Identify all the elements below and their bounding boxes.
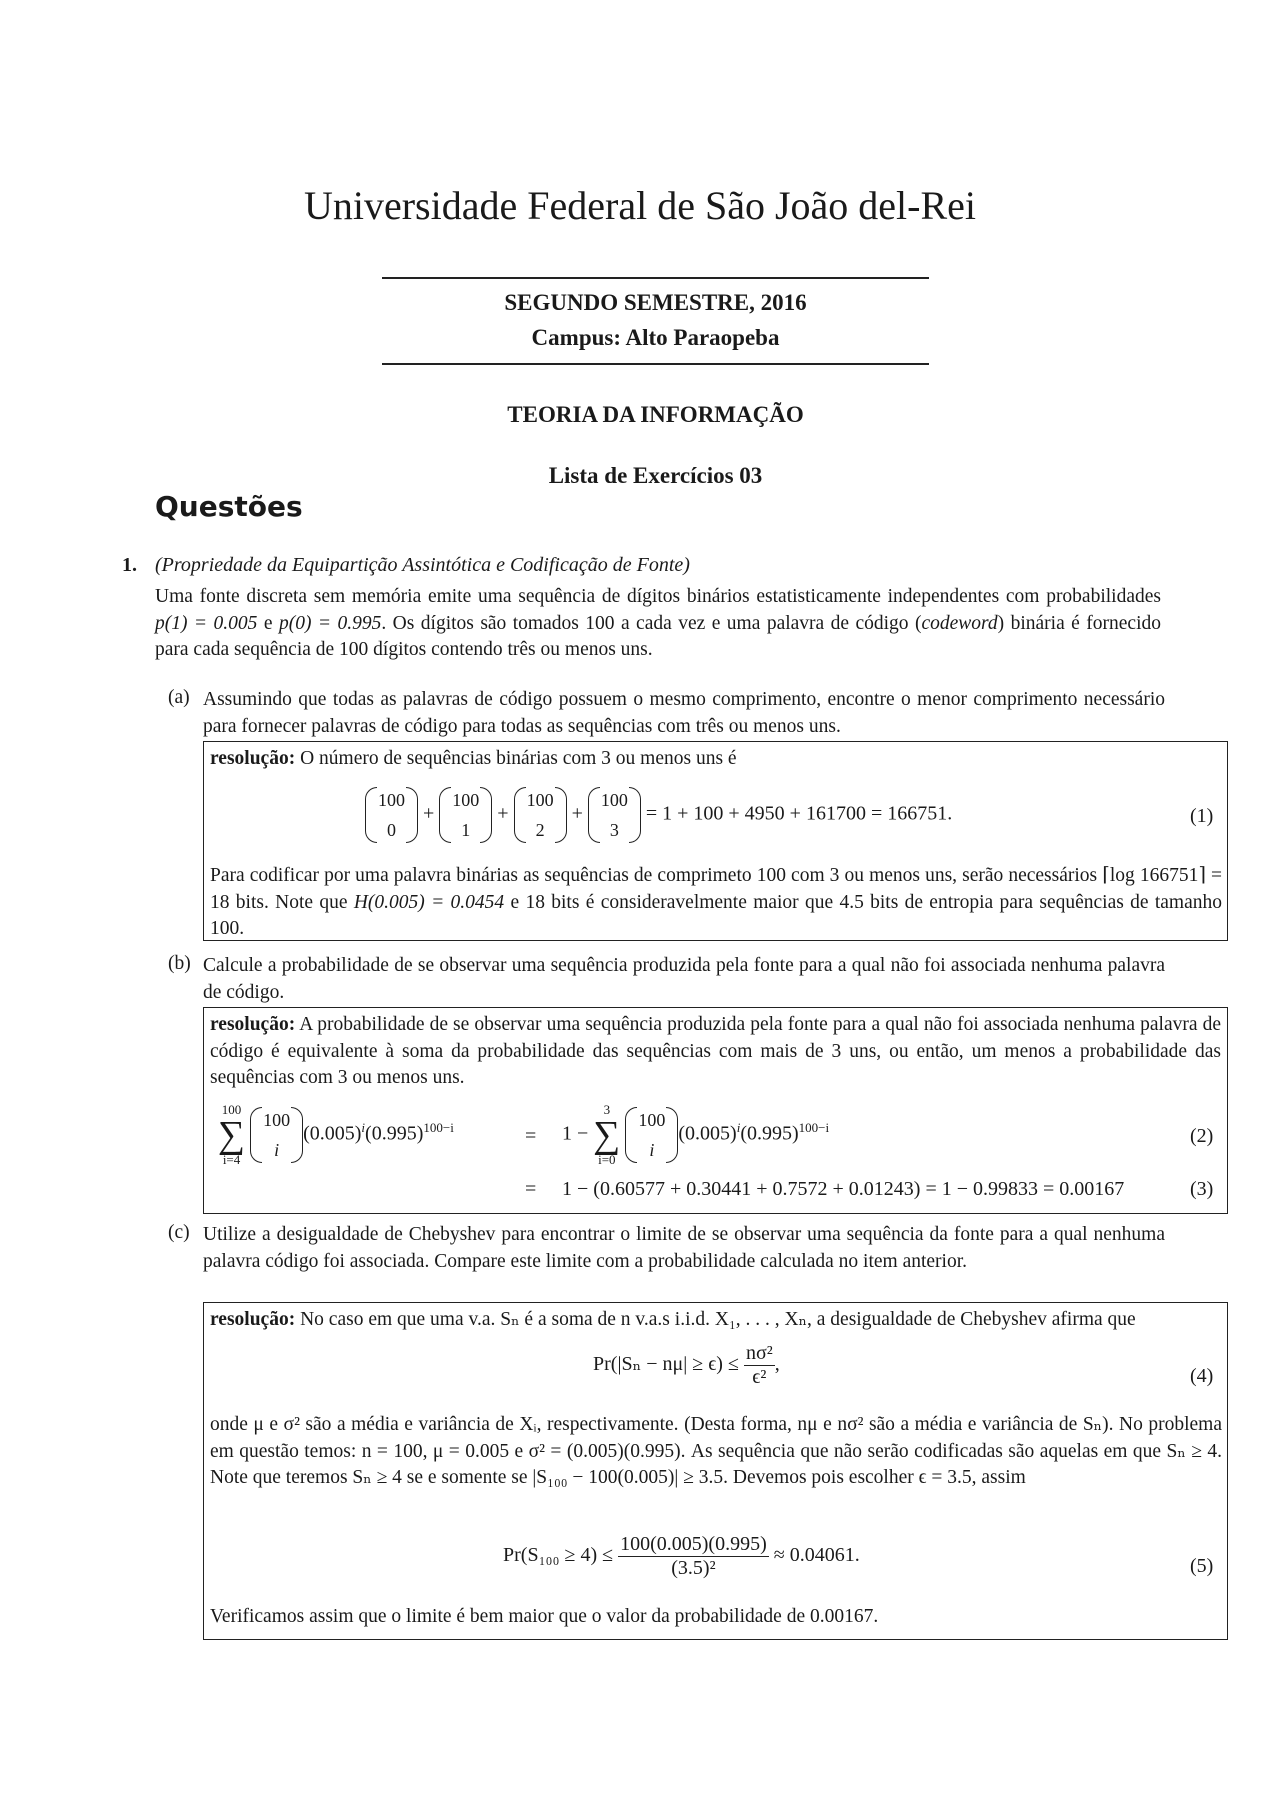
header-rule-top: [382, 277, 929, 279]
sum-symbol-rhs: 3 ∑ i=0: [593, 1102, 621, 1167]
equation-1: 100 0 + 100 1 + 100 2 + 100 3 = 1 + 100 + 4950 + 161700 = 166751.: [365, 785, 952, 845]
question-intro: Uma fonte discreta sem memória emite uma sequência de dígitos binários estatisticamente independentes com probabilidades p(1) = 0.005 e p(0) = 0.995. Os dígitos são tomados 100 a cada vez e uma palavra de código (codeword) binária é fornecido para cada sequência de 100 dígitos contendo três ou menos uns.: [155, 586, 1161, 660]
part-c-label: (c): [168, 1222, 190, 1243]
part-b-label: (b): [168, 953, 191, 974]
binom-100-i-rhs: 100 i: [625, 1105, 678, 1165]
question-topic: (Propriedade da Equipartição Assintótica e Codificação de Fonte): [155, 554, 690, 576]
binom-100-1: 100 1: [439, 785, 492, 845]
binom-100-i-lhs: 100 i: [250, 1105, 303, 1165]
part-c-res-intro: resolução: No caso em que uma v.a. Sₙ é a soma de n v.a.s i.i.d. X₁, . . . , Xₙ, a desigualdade de Chebyshev afirma que: [210, 1309, 1136, 1330]
equation-4: Pr(|Sₙ − nμ| ≥ ϵ) ≤ $\frac{\text{nσ²}}{\text{ϵ²}}$ ,: [593, 1342, 780, 1388]
equation-2-rhs: 1 − 3 ∑ i=0 100 $i(0.005)^i(0.995)^{100-i}$: [562, 1102, 830, 1167]
sum-symbol-lhs: 100 ∑ i=4: [218, 1102, 246, 1167]
equation-1-number: (1): [1190, 805, 1214, 827]
part-c-conclusion: Verificamos assim que o limite é bem maior que o valor da probabilidade de 0.00167.: [210, 1606, 879, 1627]
equation-4-fraction: $\frac{\text{nσ²}}{\text{ϵ²}}$: [745, 1342, 773, 1388]
semester-label: SEGUNDO SEMESTRE, 2016: [504, 290, 807, 315]
equation-3-equals: =: [525, 1178, 537, 1200]
university-title: Universidade Federal de São João del-Rei: [303, 183, 976, 228]
part-a-res-intro: resolução: O número de sequências binárias com 3 ou menos uns é: [210, 748, 737, 769]
part-b-question: Calcule a probabilidade de se observar uma sequência produzida pela fonte para a qual não foi associada nenhuma palavra de código.: [203, 955, 1165, 1003]
course-title: TEORIA DA INFORMAÇÃO: [507, 402, 804, 427]
equation-5: Pr(S₁₀₀ ≥ 4) ≤ $\frac{100(0.005)(0.995)}{\text{(3.5)²}}$ ≈ 0.04061.: [503, 1533, 860, 1579]
part-c-res-text: onde μ e σ² são a média e variância de Xᵢ, respectivamente. (Desta forma, nμ e nσ² são a média e variância de Sₙ). No problema em questão temos: n = 100, μ = 0.005 e σ² = (0.005)(0.995). As sequência que não serão codificadas são aquelas em que Sₙ ≥ 4. Note que teremos Sₙ ≥ 4 se e somente se |S₁₀₀ − 100(0.005)| ≥ 3.5. Devemos pois escolher ϵ = 3.5, assim: [210, 1414, 1222, 1488]
equation-3-rhs: 1 − (0.60577 + 0.30441 + 0.7572 + 0.01243) = 1 − 0.99833 = 0.00167: [562, 1178, 1125, 1200]
part-a-label: (a): [168, 687, 190, 708]
equation-2-number: (2): [1190, 1125, 1214, 1147]
part-b-res-text: resolução: A probabilidade de se observar uma sequência produzida pela fonte para a qual não foi associada nenhuma palavra de código é equivalente à soma da probabilidade das sequências com mais de 3 uns, ou então, um menos a probabilidade das sequências com 3 ou menos uns.: [210, 1014, 1221, 1088]
question-number: 1.: [122, 554, 137, 576]
binom-100-2: 100 2: [514, 785, 567, 845]
list-title: Lista de Exercícios 03: [548, 463, 763, 488]
section-heading: Questões: [155, 490, 303, 523]
part-c-question: Utilize a desigualdade de Chebyshev para encontrar o limite de se observar uma sequência da fonte para a qual nenhuma palavra código foi associada. Compare este limite com a probabilidade calculada no item anterior.: [203, 1224, 1165, 1272]
part-a-res-text: Para codificar por uma palavra binárias as sequências de comprimeto 100 com 3 ou menos uns, serão necessários ⌈log 166751⌉ = 18 bits. Note que H(0.005) = 0.0454 e 18 bits é consideravelmente maior que 4.5 bits de entropia para sequências de tamanho 100.: [210, 865, 1222, 939]
equation-3-number: (3): [1190, 1178, 1214, 1200]
binom-100-0: 100 0: [365, 785, 418, 845]
equation-5-fraction: $\frac{100(0.005)(0.995)}{\text{(3.5)²}}$: [620, 1533, 767, 1579]
part-a-question: Assumindo que todas as palavras de código possuem o mesmo comprimento, encontre o menor comprimento necessário para fornecer palavras de código para todas as sequências com três ou menos uns.: [203, 689, 1165, 737]
campus-label: Campus: Alto Paraopeba: [531, 325, 780, 350]
equation-2-lhs: 100 ∑ i=4 100 $i(0.005)^i(0.995)^{100-i}$: [218, 1102, 454, 1167]
binom-100-3: 100 3: [588, 785, 641, 845]
equation-2-equals: =: [525, 1125, 537, 1147]
equation-4-number: (4): [1190, 1365, 1214, 1387]
equation-5-number: (5): [1190, 1555, 1214, 1577]
header-rule-bottom: [382, 363, 929, 365]
